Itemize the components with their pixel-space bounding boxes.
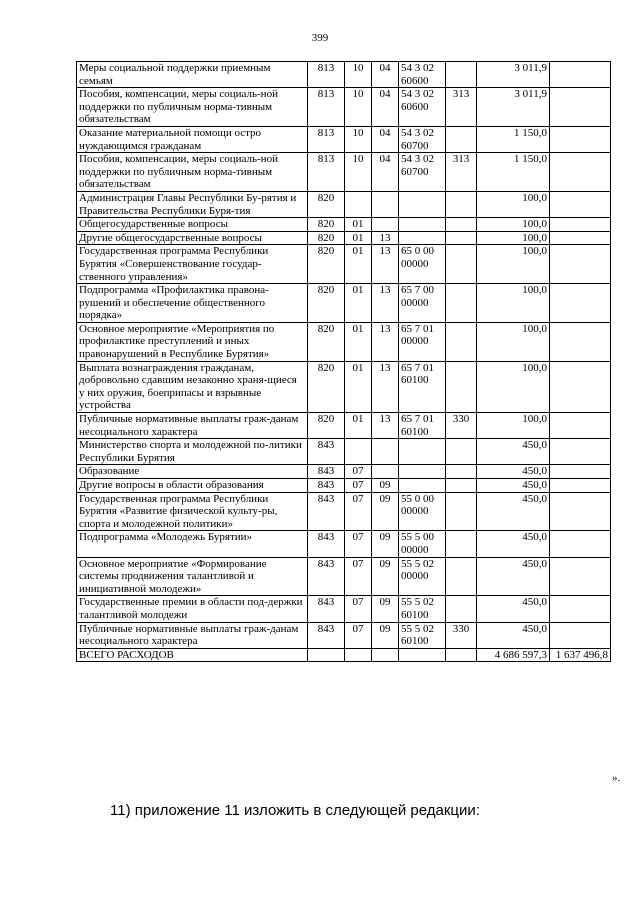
table-row [77,284,611,323]
row-expense-type-cell [446,596,477,622]
row-name-cell: Подпрограмма «Молодежь Бурятии» [77,531,308,557]
row-target-article-part1: 65 7 00 [401,284,434,297]
row-sum-cell: 450,0 [477,531,550,557]
row-expense-type-cell: 330 [446,622,477,648]
row-expense-type-cell [446,231,477,245]
row-name-cell: Пособия, компенсации, меры социаль-ной поддержки по публичным норма-тивным обязательствам [77,88,308,127]
row-admin-code-cell: 820 [308,191,345,217]
table-row [77,62,611,88]
row-target-article-cell [399,218,446,232]
row-target-article-part2: 60100 [401,374,429,387]
row-section-cell [345,439,372,465]
row-sum-cell: 450,0 [477,622,550,648]
row-admin-code-cell: 820 [308,231,345,245]
row-sum-cell: 100,0 [477,231,550,245]
row-sum-cell: 450,0 [477,479,550,493]
row-expense-type-cell [446,557,477,596]
row-expense-type-cell [446,439,477,465]
row-target-article-cell [399,88,446,127]
row-expense-type-cell [446,284,477,323]
row-name-cell: Публичные нормативные выплаты граж-данам несоциального характера [77,413,308,439]
row-target-article-part1: 55 5 02 [401,557,434,570]
row-target-article-part1: 65 0 00 [401,245,434,258]
row-target-article-part1: 55 5 02 [401,596,434,609]
row-section-cell: 01 [345,361,372,412]
row-subsection-cell: 09 [372,596,399,622]
row-section-cell: 07 [345,596,372,622]
row-name-cell: Основное мероприятие «Мероприятия по профилактике преступлений и иных правонарушений в Республике Бурятия» [77,322,308,361]
row-section-cell: 10 [345,62,372,88]
row-name-cell: Меры социальной поддержки приемным семьям [77,62,308,88]
table-row [77,322,611,361]
row-name-cell: Администрация Главы Республики Бу-рятия и Правительства Республики Буря-тия [77,191,308,217]
row-sum-extra-cell [550,465,611,479]
row-name-cell: Подпрограмма «Профилактика правона-рушений и обеспечение общественного порядка» [77,284,308,323]
row-target-article-part2: 00000 [401,505,429,518]
row-sum-extra-cell [550,153,611,192]
row-target-article-cell [399,413,446,439]
table-row [77,191,611,217]
table-row [77,492,611,531]
table-row [77,531,611,557]
row-admin-code-cell: 820 [308,284,345,323]
table-row [77,439,611,465]
row-section-cell: 07 [345,479,372,493]
row-sum-extra-cell [550,413,611,439]
row-admin-code-cell [308,648,345,662]
row-expense-type-cell [446,479,477,493]
row-target-article-part2: 60700 [401,139,429,152]
row-name-cell: Оказание материальной помощи остро нуждающимся гражданам [77,126,308,152]
row-name-cell: Общегосударственные вопросы [77,218,308,232]
row-target-article-part2: 60100 [401,608,429,621]
amendment-paragraph: 11) приложение 11 изложить в следующей редакции: [110,802,480,819]
row-section-cell: 07 [345,531,372,557]
row-section-cell [345,191,372,217]
row-sum-extra-cell [550,245,611,284]
row-sum-extra-cell [550,218,611,232]
row-name-cell: Выплата вознаграждения гражданам, добровольно сдавшим незаконно храня-щиеся у них оружия, боеприпасы и взрывные устройства [77,361,308,412]
row-section-cell [345,648,372,662]
row-target-article-cell [399,531,446,557]
row-admin-code-cell: 813 [308,62,345,88]
row-target-article-cell [399,557,446,596]
row-expense-type-cell [446,465,477,479]
row-sum-extra-cell [550,191,611,217]
row-name-cell: Публичные нормативные выплаты граж-данам несоциального характера [77,622,308,648]
row-admin-code-cell: 843 [308,492,345,531]
row-expense-type-cell [446,531,477,557]
row-subsection-cell: 04 [372,126,399,152]
row-target-article-cell [399,322,446,361]
row-section-cell: 01 [345,218,372,232]
table-row [77,596,611,622]
row-expense-type-cell [446,648,477,662]
row-subsection-cell: 09 [372,492,399,531]
row-target-article-cell [399,361,446,412]
table-row [77,231,611,245]
page-number: 399 [311,32,329,44]
row-target-article-part1: 55 0 00 [401,492,434,505]
row-name-cell: Другие общегосударственные вопросы [77,231,308,245]
row-name-cell: Министерство спорта и молодежной по-литики Республики Бурятия [77,439,308,465]
row-sum-extra-cell [550,322,611,361]
row-section-cell: 01 [345,245,372,284]
row-target-article-part2: 60600 [401,100,429,113]
row-section-cell: 01 [345,322,372,361]
row-subsection-cell [372,439,399,465]
table-row [77,218,611,232]
row-target-article-cell [399,153,446,192]
row-name-cell: Государственная программа Республики Бурятия «Совершенствование государ-ственного управления» [77,245,308,284]
row-sum-extra-cell [550,596,611,622]
row-target-article-part1: 55 5 00 [401,531,434,544]
row-admin-code-cell: 820 [308,322,345,361]
row-expense-type-cell [446,322,477,361]
row-section-cell: 07 [345,492,372,531]
row-subsection-cell: 13 [372,413,399,439]
row-sum-extra-cell: 1 637 496,8 [550,648,611,662]
row-sum-extra-cell [550,88,611,127]
row-target-article-cell [399,492,446,531]
row-sum-cell: 450,0 [477,596,550,622]
table-row [77,622,611,648]
row-expense-type-cell [446,126,477,152]
row-section-cell: 01 [345,284,372,323]
row-subsection-cell [372,218,399,232]
row-name-cell: Государственные премии в области под-держки талантливой молодежи [77,596,308,622]
row-admin-code-cell: 813 [308,153,345,192]
row-sum-extra-cell [550,126,611,152]
row-expense-type-cell: 330 [446,413,477,439]
row-name-cell: Пособия, компенсации, меры социаль-ной поддержки по публичным норма-тивным обязательствам [77,153,308,192]
row-target-article-part1: 65 7 01 [401,413,434,426]
table-row [77,557,611,596]
budget-table-body [77,62,611,662]
row-section-cell: 01 [345,413,372,439]
row-target-article-cell [399,479,446,493]
row-name-cell: Другие вопросы в области образования [77,479,308,493]
row-sum-cell: 100,0 [477,361,550,412]
row-expense-type-cell: 313 [446,153,477,192]
row-sum-cell: 3 011,9 [477,62,550,88]
row-sum-cell: 1 150,0 [477,153,550,192]
row-subsection-cell: 09 [372,531,399,557]
row-section-cell: 10 [345,88,372,127]
row-subsection-cell: 13 [372,245,399,284]
row-sum-cell: 100,0 [477,284,550,323]
row-expense-type-cell [446,62,477,88]
row-sum-extra-cell [550,531,611,557]
row-target-article-part1: 54 3 02 [401,153,434,166]
row-target-article-cell [399,648,446,662]
row-admin-code-cell: 843 [308,557,345,596]
row-admin-code-cell: 843 [308,622,345,648]
row-target-article-part2: 60100 [401,635,429,648]
row-sum-cell: 1 150,0 [477,126,550,152]
row-admin-code-cell: 820 [308,218,345,232]
row-subsection-cell: 04 [372,88,399,127]
row-section-cell: 07 [345,557,372,596]
row-subsection-cell: 04 [372,153,399,192]
table-row [77,126,611,152]
row-sum-extra-cell [550,439,611,465]
row-sum-cell: 4 686 597,3 [477,648,550,662]
row-subsection-cell [372,465,399,479]
table-row [77,479,611,493]
row-admin-code-cell: 820 [308,245,345,284]
row-expense-type-cell: 313 [446,88,477,127]
row-target-article-part2: 00000 [401,296,429,309]
row-sum-cell: 100,0 [477,413,550,439]
row-sum-extra-cell [550,284,611,323]
row-target-article-part2: 60700 [401,165,429,178]
row-section-cell: 07 [345,465,372,479]
table-row [77,648,611,662]
table-row [77,153,611,192]
row-expense-type-cell [446,191,477,217]
row-section-cell: 07 [345,622,372,648]
row-admin-code-cell: 813 [308,126,345,152]
row-admin-code-cell: 820 [308,361,345,412]
row-target-article-part1: 65 7 01 [401,361,434,374]
row-section-cell: 01 [345,231,372,245]
row-target-article-cell [399,465,446,479]
table-row [77,361,611,412]
row-expense-type-cell [446,218,477,232]
row-sum-cell: 450,0 [477,439,550,465]
row-sum-extra-cell [550,622,611,648]
row-expense-type-cell [446,492,477,531]
row-sum-extra-cell [550,492,611,531]
row-target-article-part1: 55 5 02 [401,622,434,635]
row-sum-cell: 100,0 [477,322,550,361]
row-admin-code-cell: 843 [308,465,345,479]
row-sum-cell: 450,0 [477,557,550,596]
budget-table [76,61,611,662]
row-sum-cell: 450,0 [477,492,550,531]
row-subsection-cell: 09 [372,479,399,493]
row-target-article-cell [399,439,446,465]
row-target-article-cell [399,62,446,88]
row-sum-cell: 100,0 [477,191,550,217]
row-target-article-cell [399,126,446,152]
row-target-article-part2: 00000 [401,335,429,348]
row-section-cell: 10 [345,126,372,152]
row-sum-extra-cell [550,62,611,88]
row-sum-cell: 100,0 [477,218,550,232]
row-sum-extra-cell [550,361,611,412]
row-admin-code-cell: 843 [308,479,345,493]
row-subsection-cell: 09 [372,557,399,596]
row-sum-cell: 100,0 [477,245,550,284]
row-target-article-part2: 60100 [401,425,429,438]
row-name-cell: Образование [77,465,308,479]
row-admin-code-cell: 843 [308,439,345,465]
row-name-cell: ВСЕГО РАСХОДОВ [77,648,308,662]
row-subsection-cell [372,191,399,217]
row-sum-extra-cell [550,231,611,245]
row-name-cell: Основное мероприятие «Формирование системы продвижения талантливой и инициативной молодежи» [77,557,308,596]
row-target-article-cell [399,284,446,323]
row-sum-extra-cell [550,479,611,493]
row-subsection-cell: 09 [372,622,399,648]
row-admin-code-cell: 820 [308,413,345,439]
row-subsection-cell: 04 [372,62,399,88]
row-subsection-cell: 13 [372,231,399,245]
row-subsection-cell: 13 [372,322,399,361]
row-target-article-cell [399,622,446,648]
row-admin-code-cell: 843 [308,531,345,557]
row-target-article-cell [399,231,446,245]
row-subsection-cell: 13 [372,361,399,412]
row-expense-type-cell [446,245,477,284]
table-closing-quote: ». [612,772,621,784]
row-target-article-part2: 60600 [401,74,429,87]
table-row [77,245,611,284]
row-subsection-cell: 13 [372,284,399,323]
row-target-article-part2: 00000 [401,543,429,556]
table-row [77,413,611,439]
row-target-article-part1: 54 3 02 [401,88,434,101]
table-row [77,88,611,127]
row-target-article-cell [399,191,446,217]
table-row [77,465,611,479]
row-target-article-part2: 00000 [401,257,429,270]
row-section-cell: 10 [345,153,372,192]
row-subsection-cell [372,648,399,662]
row-target-article-cell [399,596,446,622]
row-target-article-part1: 54 3 02 [401,126,434,139]
row-target-article-part1: 65 7 01 [401,322,434,335]
row-target-article-part2: 00000 [401,570,429,583]
row-sum-cell: 450,0 [477,465,550,479]
row-name-cell: Государственная программа Республики Бурятия «Развитие физической культу-ры, спорта и молодежной политики» [77,492,308,531]
row-admin-code-cell: 843 [308,596,345,622]
row-sum-cell: 3 011,9 [477,88,550,127]
row-expense-type-cell [446,361,477,412]
row-sum-extra-cell [550,557,611,596]
row-target-article-cell [399,245,446,284]
row-admin-code-cell: 813 [308,88,345,127]
row-target-article-part1: 54 3 02 [401,62,434,74]
